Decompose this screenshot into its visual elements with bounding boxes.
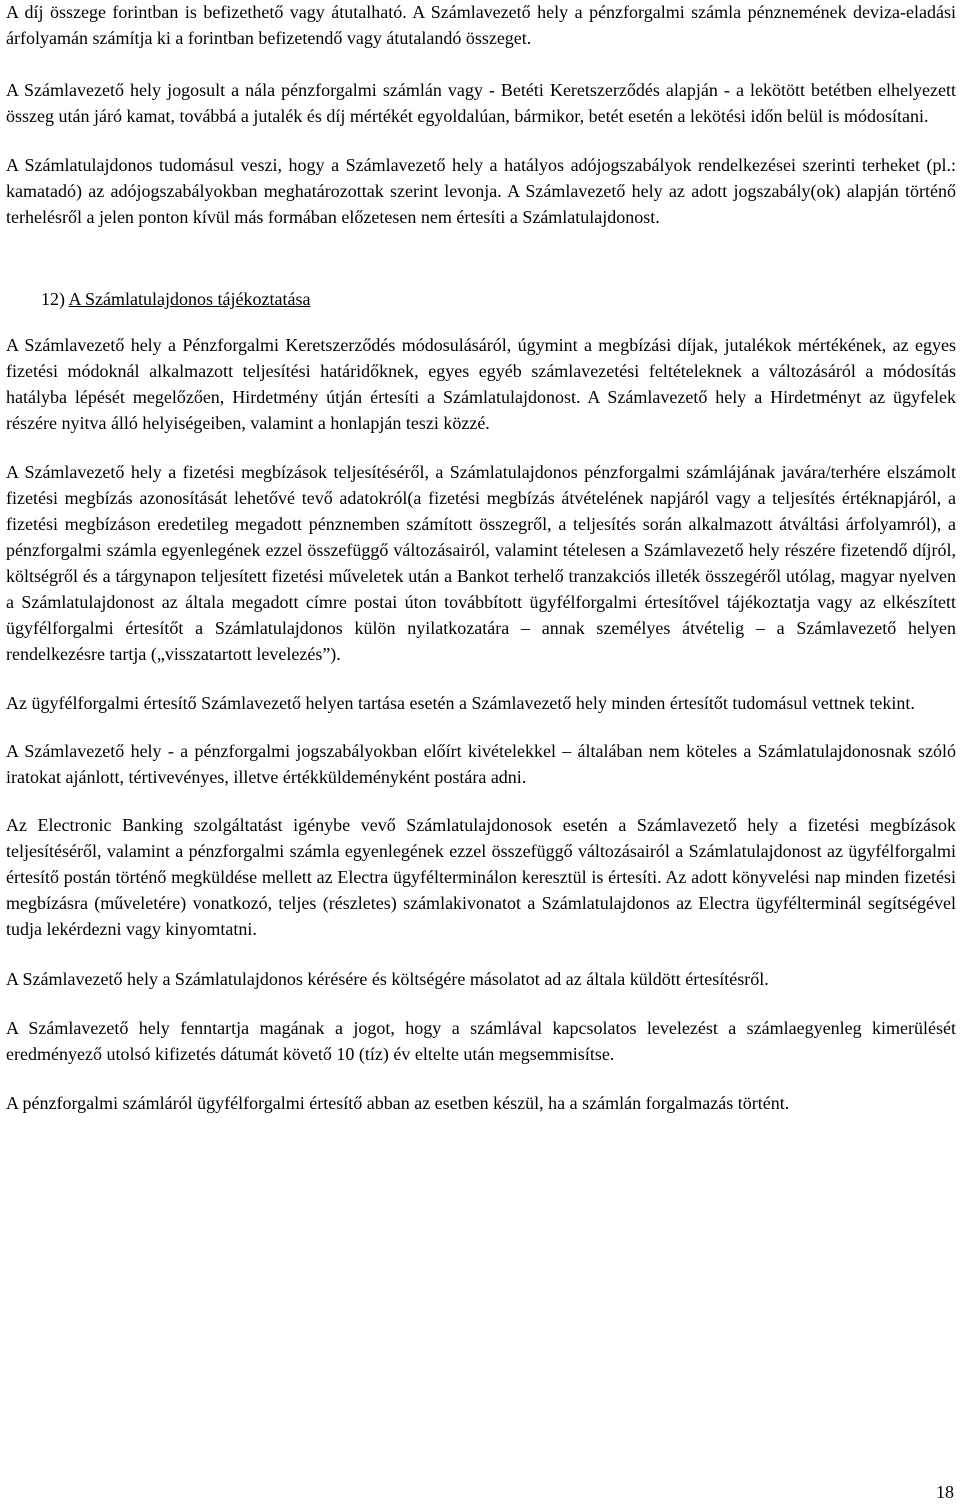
section-number: 12) [41,289,65,309]
paragraph-electronic-banking: Az Electronic Banking szolgáltatást igénybe vevő Számlatulajdonosok esetén a Számlavezető hely a fizetési megbízások teljesítéséről, valamint a pénzforgalmi számla egyenlegének ezzel összefüggő változásairól a Számlatulajdonost az ügyfélforgalmi értesítő postán történő megküldése mellett az Electra ügyfélterminálon keresztül is értesíti. Az adott könyvelési nap minden fizetési megbízásra (műveletére) vonatkozó, teljes (részletes) számlakivonatot a Számlatulajdonos az Electra ügyfélterminál segítségével tudja lekérdezni vagy kinyomtatni. [6,815,956,939]
paragraph-copy-request: A Számlavezető hely a Számlatulajdonos kérésére és költségére másolatot ad az általa küldött értesítésről. [6,969,769,989]
section-heading [41,286,956,312]
paragraph-interest-modification: A Számlavezető hely jogosult a nála pénzforgalmi számlán vagy - Betéti Keretszerződés alapján - a lekötött betétben elhelyezett összeg után járó kamat, továbbá a jutalék és díj mértékét egyoldalúan, bármikor, betét esetén a lekötési időn belül is módosítani. [6,80,956,126]
paragraph-tax-deduction: A Számlatulajdonos tudomásul veszi, hogy a Számlavezető hely a hatályos adójogszabályok rendelkezései szerinti terheket (pl.: kamatadó) az adójogszabályokban meghatározottak szerint levonja. A Számlavezető hely az adott jogszabály(ok) alapján történő terhelésről a jelen ponton kívül más formában előzetesen nem értesíti a Számlatulajdonost. [6,155,956,227]
page-number: 18 [936,1482,954,1502]
document-page [6,0,956,1116]
paragraph-postal-delivery: A Számlavezető hely - a pénzforgalmi jogszabályokban előírt kivételekkel – általában nem köteles a Számlatulajdonosnak szóló iratokat ajánlott, tértivevényes, illetve értékküldeményként postára adni. [6,741,956,787]
paragraph-record-retention: A Számlavezető hely fenntartja magának a jogot, hogy a számlával kapcsolatos levelezést a számlaegyenleg kimerülését eredményező utolsó kifizetés dátumát követő 10 (tíz) év eltelte után megsemmisítse. [6,1018,956,1064]
section-title: A Számlatulajdonos tájékoztatása [68,289,311,309]
paragraph-retained-statements: Az ügyfélforgalmi értesítő Számlavezető helyen tartása esetén a Számlavezető hely minden értesítőt tudomásul vettnek tekint. [6,693,915,713]
paragraph-contract-amendment: A Számlavezető hely a Pénzforgalmi Keretszerződés módosulásáról, úgymint a megbízási díjak, jutalékok mértékének, az egyes fizetési módoknál alkalmazott teljesítési határidőknek, egyes egyéb számlavezetési feltételeknek a változásáról a módosítás hatályba lépését megelőzően, Hirdetmény útján értesíti a Számlatulajdonost. A Számlavezető hely a Hirdetményt az ügyfelek részére nyitva álló helyiségeiben, valamint a honlapján teszi közzé. [6,335,956,433]
paragraph-transaction-reports: A Számlavezető hely a fizetési megbízások teljesítéséről, a Számlatulajdonos pénzforgalmi számlájának javára/terhére elszámolt fizetési megbízás azonosítását lehetővé tevő adatokról(a fizetési megbízás átvételének napjáról vagy a teljesítés értéknapjáról, a fizetési megbízáson eredetileg megadott pénznemben számított összegről, a teljesítés során alkalmazott átváltási árfolyamról), a pénzforgalmi számla egyenlegének ezzel összefüggő változásairól, valamint tételesen a Számlavezető hely részére fizetendő díjról, költségről és a tárgynapon teljesített fizetési műveletek után a Bankot terhelő tranzakciós illeték összegéről utólag, magyar nyelven a Számlatulajdonost az általa megadott címre postai úton továbbított ügyfélforgalmi értesítővel tájékoztatja vagy az elkészített ügyfélforgalmi értesítőt a Számlatulajdonos külön nyilatkozatára – annak személyes átvételig – a Számlavezető helyen rendelkezésre tartja („visszatartott levelezés”). [6,462,956,664]
paragraph-fee-payment: A díj összege forintban is befizethető vagy átutalható. A Számlavezető hely a pénzforgalmi számla pénznemének deviza-eladási árfolyamán számítja ki a forintban befizetendő vagy átutalandó összeget. [6,2,956,48]
paragraph-statement-issuance: A pénzforgalmi számláról ügyfélforgalmi értesítő abban az esetben készül, ha a számlán forgalmazás történt. [6,1093,790,1113]
